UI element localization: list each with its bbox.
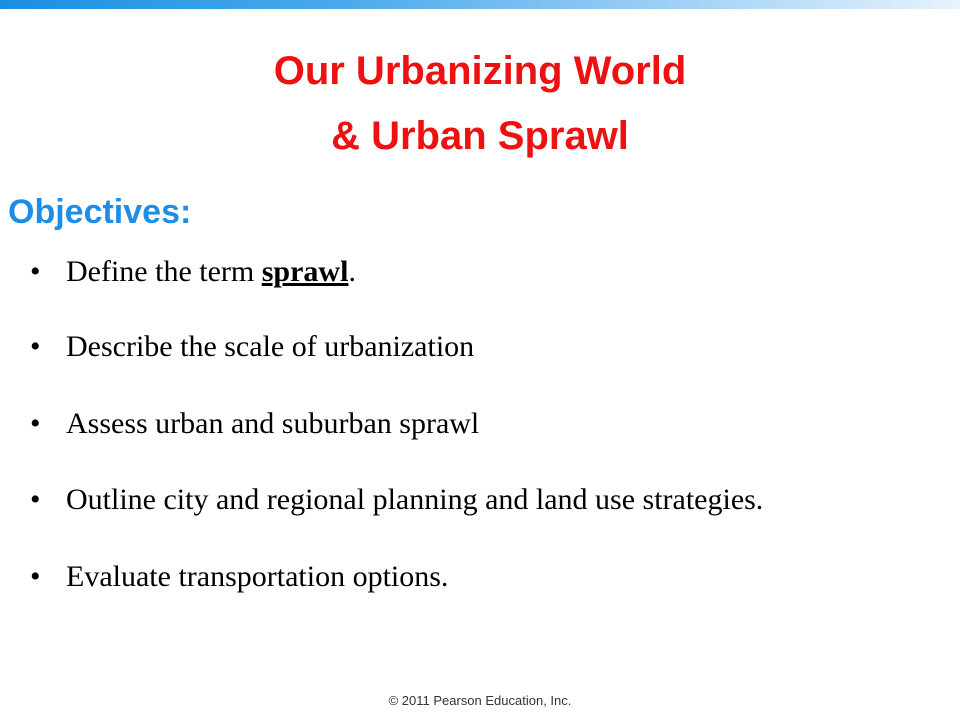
bullet-text-after: . — [348, 255, 356, 288]
bullet-text: Assess urban and suburban sprawl — [66, 407, 480, 440]
objectives-heading: Objectives: — [8, 193, 192, 231]
bullet-glyph: • — [30, 407, 41, 440]
bullet-text: Describe the scale of urbanization — [66, 330, 475, 363]
bullet-glyph: • — [30, 560, 41, 593]
copyright-footer: © 2011 Pearson Education, Inc. — [388, 693, 572, 708]
defined-term: sprawl — [261, 255, 349, 288]
bullet-glyph: • — [30, 483, 41, 516]
bullet-glyph: • — [30, 255, 41, 288]
bullet-text: Evaluate transportation options. — [66, 560, 449, 593]
bullet-text-before: Define the term — [66, 255, 262, 288]
bullet-text — [66, 252, 356, 292]
bullet-text: Outline city and regional planning and land use strategies. — [66, 483, 764, 516]
top-accent-bar — [0, 0, 960, 9]
bullet-glyph: • — [30, 330, 41, 363]
slide-title-line-1: Our Urbanizing World — [273, 49, 687, 93]
slide-title-line-2: & Urban Sprawl — [331, 114, 629, 158]
